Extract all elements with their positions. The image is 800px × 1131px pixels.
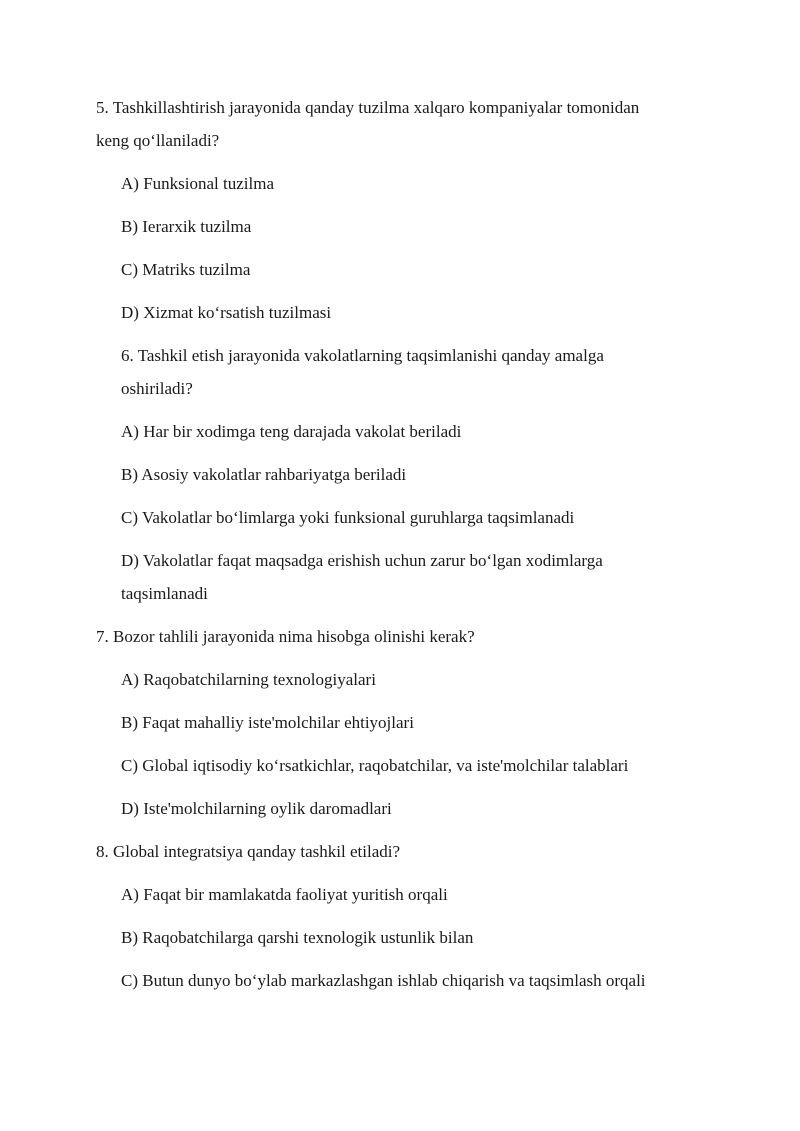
question-7-option-d: D) Iste'molchilarning oylik daromadlari <box>121 799 392 818</box>
question-8-option-b: B) Raqobatchilarga qarshi texnologik ustunlik bilan <box>121 928 474 947</box>
question-7-option-b: B) Faqat mahalliy iste'molchilar ehtiyojlari <box>121 713 414 732</box>
question-6-option-a: A) Har bir xodimga teng darajada vakolat beriladi <box>121 422 462 441</box>
question-5-text: 5. Tashkillashtirish jarayonida qanday tuzilma xalqaro kompaniyalar tomonidan <box>96 98 640 117</box>
question-8-text: 8. Global integratsiya qanday tashkil etiladi? <box>96 842 401 861</box>
question-6-text: 6. Tashkil etish jarayonida vakolatlarning taqsimlanishi qanday amalga <box>121 346 604 365</box>
question-5-option-a: A) Funksional tuzilma <box>121 174 274 193</box>
question-7-option-a: A) Raqobatchilarning texnologiyalari <box>121 670 376 689</box>
question-5-option-c: C) Matriks tuzilma <box>121 260 251 279</box>
question-6-text-continued: oshiriladi? <box>121 379 193 398</box>
question-8-option-c: C) Butun dunyo bo‘ylab markazlashgan ishlab chiqarish va taqsimlash orqali <box>121 971 646 990</box>
question-6-option-d: D) Vakolatlar faqat maqsadga erishish uchun zarur bo‘lgan xodimlarga <box>121 551 603 570</box>
question-8-option-a: A) Faqat bir mamlakatda faoliyat yuritish orqali <box>121 885 448 904</box>
question-5-text-continued: keng qo‘llaniladi? <box>96 131 220 150</box>
question-6-option-d-continued: taqsimlanadi <box>121 584 208 603</box>
question-7-option-c: C) Global iqtisodiy ko‘rsatkichlar, raqobatchilar, va iste'molchilar talablari <box>121 756 629 775</box>
question-5-option-d: D) Xizmat ko‘rsatish tuzilmasi <box>121 303 332 322</box>
question-5-option-b: B) Ierarxik tuzilma <box>121 217 252 236</box>
question-7-text: 7. Bozor tahlili jarayonida nima hisobga olinishi kerak? <box>96 627 475 646</box>
question-6-option-c: C) Vakolatlar bo‘limlarga yoki funksional guruhlarga taqsimlanadi <box>121 508 575 527</box>
question-6-option-b: B) Asosiy vakolatlar rahbariyatga beriladi <box>121 465 407 484</box>
